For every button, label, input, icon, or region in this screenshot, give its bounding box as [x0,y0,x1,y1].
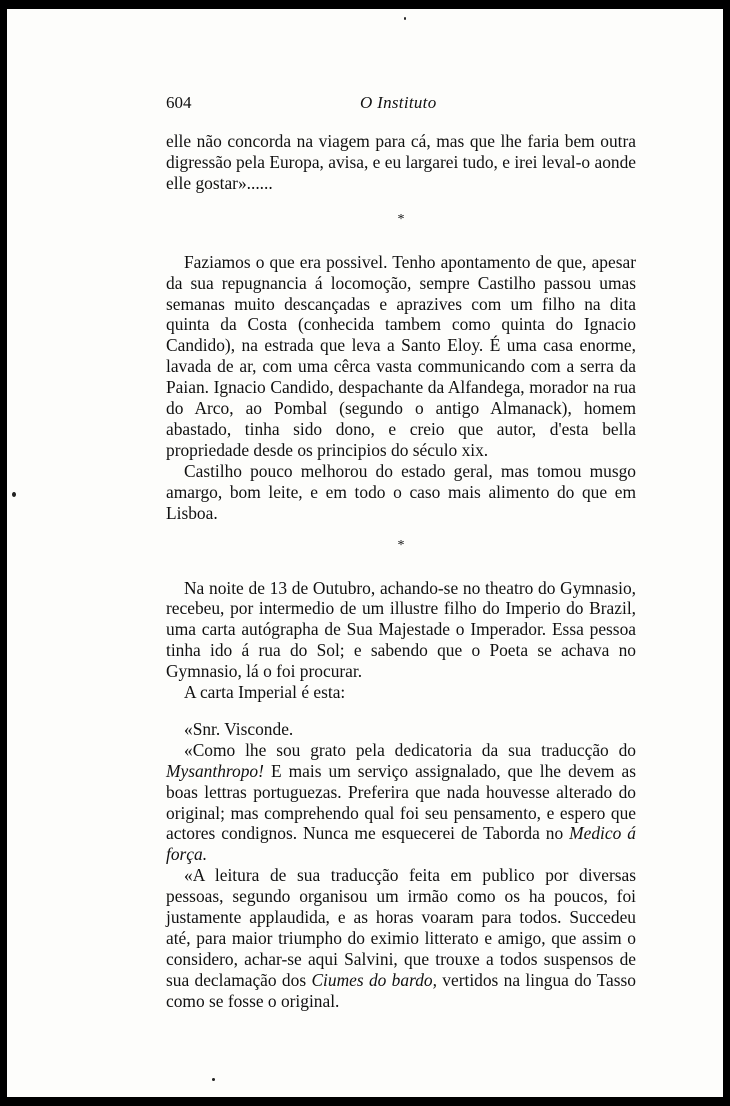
paragraph-8-part-a: «A leitura de sua traducção feita em publico por diversas pessoas, segundo organisou um irmão como os ha poucos, foi justamente applaudida, e as horas voaram para todos. Succedeu até, para maior triumpho do eximio litterato e amigo, que assim o considero, achar-se aqui Salvini, que trouxe a todos suspensos de sua declamação dos [166,865,636,990]
scan-speck [404,17,406,20]
paragraph-7 [166,740,636,865]
separator-star-2: * [397,537,405,553]
running-title: O Instituto [360,93,437,112]
page-body [166,131,636,1012]
paragraph-3: Castilho pouco melhorou do estado geral, mas tomou musgo amargo, bom leite, e em todo o caso mais alimento do que em Lisboa. [166,460,636,523]
title-ciumes-do-bardo: Ciumes do bardo, [311,969,437,990]
paragraph-6: «Snr. Visconde. [184,718,294,739]
title-mysanthropo: Mysanthropo! [166,760,264,781]
paragraph-1: elle não concorda na viagem para cá, mas que lhe faria bem outra digressão pela Europa, avisa, e eu largarei tudo, e irei leval-o aonde elle gostar»...... [166,131,636,193]
title-medico-a-forca: Medico á força. [166,823,636,865]
scan-speck [212,1078,215,1081]
paragraph-4: Na noite de 13 de Outubro, achando-se no theatro do Gymnasio, recebeu, por intermedio de um illustre filho do Imperio do Brazil, uma carta autógrapha de Sua Majestade o Imperador. Essa pessoa tinha ido á rua do Sol; e sabendo que o Poeta se achava no Gymnasio, lá o foi procurar. [166,577,636,682]
scan-speck [12,492,16,497]
paragraph-7-part-a: «Como lhe sou grato pela dedicatoria da sua traducção do [184,739,636,760]
paragraph-5: A carta Imperial é esta: [184,682,346,703]
paragraph-8 [166,865,636,1011]
separator-star-1: * [397,211,405,227]
paragraph-2: Faziamos o que era possivel. Tenho apontamento de que, apesar da sua repugnancia á locomoção, sempre Castilho passou umas semanas muito descançadas e aprazives com um filho na dita quinta da Costa (conhecida tambem como quinta do Ignacio Candido), na estrada que leva a Santo Eloy. É uma casa enorme, lavada de ar, com uma cêrca vasta communicando com a serra da Paian. Ignacio Candido, despachante da Alfandega, morador na rua do Arco, ao Pombal (segundo o antigo Almanack), homem abastado, tinha sido dono, e creio que autor, d'esta bella propriedade desde os principios do século xix. [166,251,636,460]
paragraph-7-part-b: E mais um serviço assignalado, que lhe devem as boas lettras portuguezas. Preferira que nada houvesse alterado do original; mas comprehendo qual foi seu pensamento, e espero que actores condignos. Nunca me esquecerei de Taborda no [166,760,636,844]
paragraph-8-part-b: vertidos na lingua do Tasso como se fosse o original. [166,969,636,1011]
page-number: 604 [166,93,192,112]
page-header [166,93,636,117]
